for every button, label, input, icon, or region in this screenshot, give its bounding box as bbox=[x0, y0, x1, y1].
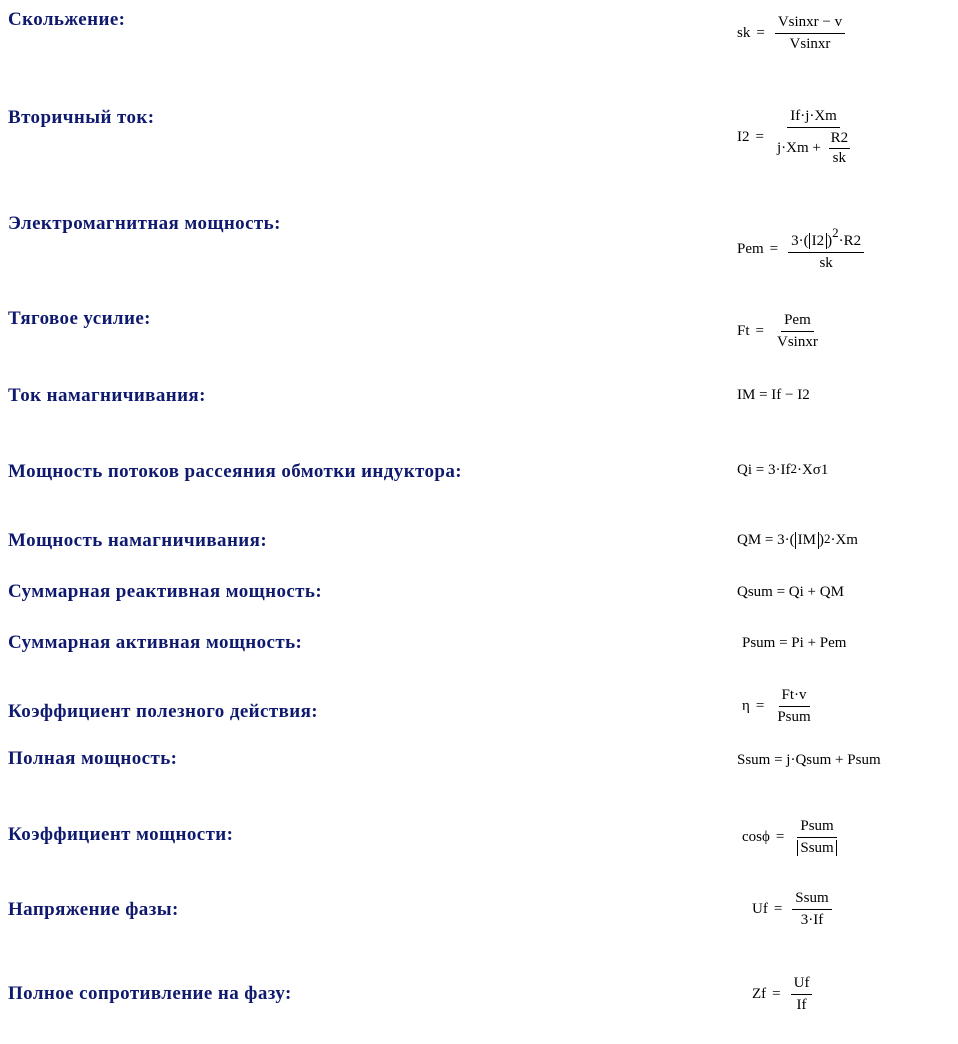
fraction bbox=[791, 975, 813, 1014]
formula-mid: ) bbox=[818, 532, 824, 548]
denominator-term: j·Xm + bbox=[776, 139, 821, 156]
abs-value: I2 bbox=[809, 233, 828, 249]
numerator: Uf bbox=[791, 975, 813, 995]
denominator: 3·If bbox=[800, 912, 824, 928]
fraction bbox=[788, 227, 864, 272]
formula-ft bbox=[737, 312, 821, 351]
equals: = bbox=[755, 698, 765, 714]
abs-value: IM bbox=[795, 532, 819, 549]
denominator bbox=[794, 838, 839, 857]
formula-uf bbox=[752, 890, 832, 929]
numerator: If·j·Xm bbox=[787, 108, 840, 128]
formula-psum bbox=[742, 635, 846, 652]
formula-post: ·Xm bbox=[830, 532, 858, 548]
formula-cos bbox=[742, 818, 840, 857]
label-total-active-power: Суммарная активная мощность: bbox=[8, 632, 303, 653]
numerator: Psum bbox=[797, 818, 836, 838]
lhs: Ft bbox=[737, 323, 750, 339]
equals: = bbox=[756, 25, 765, 41]
numerator: Ssum bbox=[792, 890, 831, 910]
formula-eta bbox=[742, 687, 814, 726]
label-phase-impedance: Полное сопротивление на фазу: bbox=[8, 983, 292, 1004]
equals: = bbox=[769, 241, 779, 257]
lhs: η bbox=[742, 698, 750, 714]
formula-text: IM = If − I2 bbox=[737, 387, 810, 403]
equals: = bbox=[755, 323, 764, 339]
label-traction-force: Тяговое усилие: bbox=[8, 308, 151, 329]
fraction bbox=[774, 108, 853, 167]
formula-text: Qsum = Qi + QM bbox=[737, 584, 844, 600]
formula-qi bbox=[737, 462, 828, 479]
inner-denominator: sk bbox=[832, 150, 847, 166]
denominator: Psum bbox=[777, 709, 811, 725]
numerator: Ft·v bbox=[779, 687, 810, 707]
num-part-b: ) bbox=[827, 233, 833, 249]
numerator: Pem bbox=[781, 312, 814, 332]
lhs: cosϕ bbox=[742, 829, 770, 845]
denominator: Vsinxr bbox=[776, 334, 818, 350]
formula-pre: QM = 3·( bbox=[737, 532, 795, 548]
numerator bbox=[788, 227, 864, 253]
denominator: Vsinxr bbox=[789, 36, 831, 52]
label-magnetizing-current: Ток намагничивания: bbox=[8, 385, 206, 406]
inner-fraction bbox=[829, 130, 851, 167]
lhs: I2 bbox=[737, 129, 750, 145]
equals: = bbox=[772, 986, 781, 1002]
num-part-c: ·R2 bbox=[838, 233, 862, 249]
label-total-reactive-power: Суммарная реактивная мощность: bbox=[8, 581, 323, 602]
formula-sk bbox=[737, 14, 845, 53]
numerator: Vsinxr − v bbox=[775, 14, 845, 34]
abs-value: Ssum bbox=[797, 840, 836, 856]
fraction bbox=[792, 890, 831, 929]
label-phase-voltage: Напряжение фазы: bbox=[8, 899, 179, 920]
formula-zf bbox=[752, 975, 812, 1014]
formula-text: Psum = Pi + Pem bbox=[742, 635, 847, 651]
formula-pre: Qi = 3·If bbox=[737, 462, 791, 478]
num-part-a: 3·( bbox=[791, 233, 809, 249]
formula-ssum bbox=[737, 752, 881, 769]
label-efficiency: Коэффициент полезного действия: bbox=[8, 701, 319, 722]
label-leakage-power: Мощность потоков рассеяния обмотки индуктора: bbox=[8, 461, 463, 482]
exponent: 2 bbox=[790, 460, 797, 476]
exponent: 2 bbox=[832, 225, 839, 240]
lhs: Zf bbox=[752, 986, 767, 1002]
formula-i2 bbox=[737, 108, 853, 167]
fraction bbox=[794, 818, 839, 857]
equals: = bbox=[775, 829, 785, 845]
label-apparent-power: Полная мощность: bbox=[8, 748, 178, 769]
inner-numerator: R2 bbox=[829, 130, 851, 149]
equals: = bbox=[773, 901, 783, 917]
label-electromagnetic-power: Электромагнитная мощность: bbox=[8, 213, 281, 234]
fraction bbox=[775, 14, 845, 53]
lhs: Pem bbox=[737, 241, 764, 257]
lhs: sk bbox=[737, 25, 751, 41]
fraction bbox=[774, 687, 813, 726]
exponent: 2 bbox=[823, 530, 831, 546]
formula-pem bbox=[737, 227, 864, 272]
label-magnetizing-power: Мощность намагничивания: bbox=[8, 530, 268, 551]
denominator bbox=[774, 128, 853, 167]
formula-text: Ssum = j·Qsum + Psum bbox=[737, 752, 881, 768]
fraction bbox=[774, 312, 821, 351]
denominator: sk bbox=[819, 255, 833, 271]
formula-post: ·Xσ1 bbox=[796, 462, 829, 478]
equals: = bbox=[755, 129, 764, 145]
lhs: Uf bbox=[752, 901, 768, 917]
label-slip: Скольжение: bbox=[8, 9, 126, 30]
formula-im bbox=[737, 387, 810, 404]
formula-qsum bbox=[737, 584, 844, 601]
label-power-factor: Коэффициент мощности: bbox=[8, 824, 234, 845]
label-secondary-current: Вторичный ток: bbox=[8, 107, 155, 128]
denominator: If bbox=[796, 997, 807, 1013]
formula-qm bbox=[737, 532, 858, 549]
